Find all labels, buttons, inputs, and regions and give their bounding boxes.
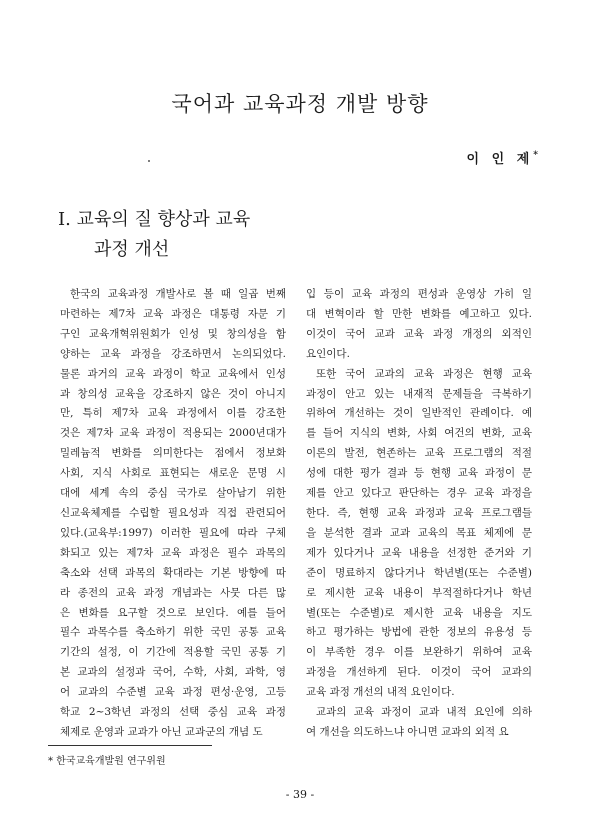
text-line: 밀레늄적 변화를 의미한다는 점에서 정보화 <box>60 447 286 460</box>
article-title: 국어과 교육과정 개발 방향 <box>171 92 429 116</box>
text-line: 라 종전의 교육 과정 개념과는 사뭇 다른 많 <box>60 586 286 599</box>
text-line: 교육 과정 개선의 내적 요인이다. <box>306 686 455 699</box>
text-line: 화되고 있는 제7차 교육 과정은 필수 과목의 <box>60 546 286 559</box>
text-line: 축소와 선택 과목의 확대라는 기본 방향에 따 <box>60 566 286 579</box>
text-line: 이론의 발전, 현존하는 교육 프로그램의 적절 <box>306 447 532 460</box>
text-line: 를 들어 지식의 변화, 사회 여건의 변화, 교육 <box>306 427 532 440</box>
text-line: 입 등이 교육 과정의 편성과 운영상 가히 일 <box>306 288 532 300</box>
section-heading-line-1: Ⅰ. 교육의 질 향상과 교육 <box>58 209 251 230</box>
text-line: 사회, 지식 사회로 표현되는 새로운 문명 시 <box>60 467 286 480</box>
text-line: 은 변화를 요구할 것으로 보인다. 예를 들어 <box>60 606 286 619</box>
text-line: 기간의 설정, 이 기간에 적용할 국민 공통 기 <box>60 646 286 659</box>
text-line: 과정을 개선하게 된다. 이것이 국어 교과의 <box>306 666 532 679</box>
text-line: 있다.(교육부:1997) 이러한 필요에 따라 구체 <box>60 526 286 539</box>
text-line: 구인 교육개혁위원회가 인성 및 창의성을 함 <box>60 327 286 340</box>
text-line: 대에 세계 속의 중심 국가로 살아남기 위한 <box>60 487 286 500</box>
text-line: 물론 과거의 교육 과정이 학교 교육에서 인성 <box>60 367 286 380</box>
footnote: * 한국교육개발원 연구위원 <box>48 756 166 767</box>
section-heading-line-2: 과정 개선 <box>94 239 170 260</box>
text-line: 한국의 교육과정 개발사로 볼 때 일곱 번째 <box>70 288 286 300</box>
text-line: 과 창의성 교육을 강조하지 않은 것이 아니지 <box>60 387 286 400</box>
text-line: 제를 안고 있다고 판단하는 경우 교육 과정을 <box>306 487 532 500</box>
text-line: 양하는 교육 과정을 강조하면서 논의되었다. <box>60 347 286 360</box>
text-line: 준이 명료하지 않다거나 학년별(또는 수준별) <box>306 566 532 579</box>
text-line: 필수 과목수를 축소하기 위한 국민 공통 교육 <box>60 626 286 639</box>
text-line: 별(또는 수준별)로 제시한 교육 내용을 지도 <box>306 606 532 619</box>
text-line: 로 제시한 교육 내용이 부적절하다거나 학년 <box>306 586 532 599</box>
text-line: 본 교과의 설정과 국어, 수학, 사회, 과학, 영 <box>60 666 286 679</box>
text-line: 이 부족한 경우 이를 보완하기 위하여 교육 <box>306 646 532 659</box>
text-line: 체제로 운영과 교과가 아닌 교과군의 개념 도 <box>60 725 263 738</box>
footnote-divider <box>48 745 212 746</box>
text-line: 또한 국어 교과의 교육 과정은 현행 교육 <box>316 367 532 380</box>
text-line: 만, 특히 제7차 교육 과정에서 이를 강조한 <box>60 407 286 420</box>
text-line: 마련하는 제7차 교육 과정은 대통령 자문 기 <box>60 307 286 320</box>
author-name <box>467 148 538 167</box>
text-line: 교과의 교육 과정이 교과 내적 요인에 의하 <box>316 706 532 719</box>
section-heading <box>58 205 318 265</box>
body-column-right <box>306 285 532 743</box>
page-number: - 39 - <box>285 788 315 801</box>
text-line: 제가 있다거나 교육 내용을 선정한 준거와 기 <box>306 546 532 559</box>
text-line: 한다. 즉, 현행 교육 과정과 교육 프로그램들 <box>306 506 532 519</box>
text-line: 성에 대한 평가 결과 등 현행 교육 과정이 문 <box>306 467 532 480</box>
text-line: 여 개선을 의도하느냐 아니면 교과의 외적 요 <box>306 725 509 738</box>
text-line: 어 교과의 수준별 교육 과정 편성·운영, 고등 <box>60 686 286 699</box>
text-line: 이것이 국어 교과 교육 과정 개정의 외적인 <box>306 327 532 340</box>
author-footnote-mark: * <box>533 150 538 161</box>
text-line: 과정이 안고 있는 내재적 문제들을 극복하기 <box>306 387 532 400</box>
text-line: 위하여 개선하는 것이 일반적인 관례이다. 예 <box>306 407 532 420</box>
text-line: 을 분석한 결과 교과 교육의 목표 체제에 문 <box>306 526 532 539</box>
text-line: 것은 제7차 교육 과정이 적용되는 2000년대가 <box>60 427 286 440</box>
text-line: 대 변혁이라 할 만한 변화를 예고하고 있다. <box>306 307 532 320</box>
text-line: 하고 평가하는 방법에 관한 정보의 유용성 등 <box>306 626 532 639</box>
decorative-dot <box>148 160 150 162</box>
text-line: 요인이다. <box>306 347 350 360</box>
author-name-text: 이 인 제 <box>466 152 534 167</box>
text-line: 학교 2~3학년 과정의 선택 중심 교육 과정 <box>60 706 286 719</box>
body-column-left <box>60 285 286 743</box>
text-line: 신교육체제를 수립할 필요성과 직접 관련되어 <box>60 506 286 519</box>
